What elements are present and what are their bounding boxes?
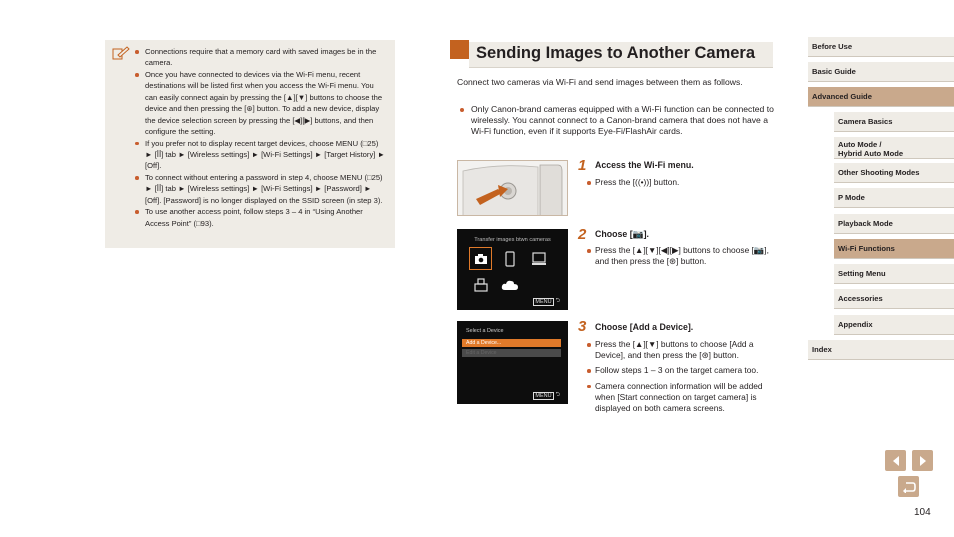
step-3-body (587, 339, 772, 418)
nav-auto-mode-line1: Auto Mode / (838, 140, 882, 149)
return-button[interactable] (898, 476, 919, 497)
camera-illustration (458, 161, 568, 216)
compat-note: Only Canon-brand cameras equipped with a Wi-Fi function can be connected to wirelessly. You cannot connect to a Canon-brand camera that does not have a Wi-Fi function, even if it supports Eye-Fi/FlashAir cards. (457, 104, 777, 138)
screen-header: Select a Device (466, 328, 504, 334)
menu-label: MENU (535, 298, 552, 305)
edit-device-row: Edit a Device (462, 349, 561, 357)
computer-icon (527, 247, 550, 270)
step-2-item: Press the [▲][▼][◀][▶] buttons to choose [📷], and then press the [⊛] button. (587, 245, 772, 267)
nav-wifi-functions[interactable]: Wi-Fi Functions (834, 239, 954, 259)
camera-wifi-button-image (457, 160, 568, 216)
smartphone-icon (498, 247, 521, 270)
screen-header: Transfer images btwn cameras (474, 237, 551, 243)
menu-back-indicator (533, 297, 560, 306)
intro-text: Connect two cameras via Wi-Fi and send images between them as follows. (457, 77, 743, 87)
step-3-title: Choose [Add a Device]. (595, 322, 694, 332)
camera-screen-select-device (457, 321, 568, 404)
nav-other-shooting-modes[interactable]: Other Shooting Modes (834, 163, 954, 183)
step-2-title: Choose [📷]. (595, 229, 649, 239)
nav-playback-mode[interactable]: Playback Mode (834, 214, 954, 234)
nav-auto-mode-line2: Hybrid Auto Mode (838, 149, 904, 158)
nav-index[interactable]: Index (808, 340, 954, 360)
printer-icon (469, 273, 492, 296)
nav-accessories[interactable]: Accessories (834, 289, 954, 309)
notes-panel (105, 40, 395, 248)
step-2-number: 2 (578, 226, 587, 243)
camera-screen-transfer (457, 229, 568, 310)
step-1-item: Press the [((•))] button. (587, 177, 772, 188)
step-3-item: Follow steps 1 – 3 on the target camera too. (587, 365, 772, 376)
arrow-right-icon (918, 455, 928, 467)
nav-camera-basics[interactable]: Camera Basics (834, 112, 954, 132)
nav-auto-mode[interactable] (834, 137, 954, 159)
step-3-item: Press the [▲][▼] buttons to choose [Add a Device], and then press the [⊛] button. (587, 339, 772, 361)
title-accent (450, 40, 469, 59)
return-icon: ⮌ (555, 298, 560, 304)
cloud-icon (498, 273, 521, 296)
nav-p-mode[interactable]: P Mode (834, 188, 954, 208)
previous-page-button[interactable] (885, 450, 906, 471)
note-item: To connect without entering a password in step 4, choose MENU (□25) ► [ꟾꟾ] tab ► [Wireless settings] ► [Wi-Fi Settings] ► [Password] ► [Off]. [Password] is no longer displayed on the SSID screen (in step 3). (135, 172, 387, 206)
note-item: If you prefer not to display recent target devices, choose MENU (□25) ► [ꟾꟾ] tab ► [Wireless settings] ► [Wi-Fi Settings] ► [Target History] ► [Off]. (135, 138, 387, 172)
arrow-left-icon (891, 455, 901, 467)
menu-back-indicator (533, 391, 560, 400)
return-arrow-icon (902, 481, 916, 493)
menu-label: MENU (535, 392, 552, 399)
nav-basic-guide[interactable]: Basic Guide (808, 62, 954, 82)
note-item: Once you have connected to devices via the Wi-Fi menu, recent destinations will be listed first when you access the Wi-Fi menu. You can easily connect again by pressing the [▲][▼] buttons to choose the device and then pressing the [⊛] button. To add a new device, display the device selection screen by pressing the [◀][▶] buttons, and then configure the setting. (135, 69, 387, 137)
nav-setting-menu[interactable]: Setting Menu (834, 264, 954, 284)
screen-icons-row-2 (469, 273, 559, 296)
page-number: 104 (914, 507, 931, 518)
nav-appendix[interactable]: Appendix (834, 315, 954, 335)
nav-before-use[interactable]: Before Use (808, 37, 954, 57)
note-item: Connections require that a memory card with saved images be in the camera. (135, 46, 387, 69)
step-2-body (587, 245, 772, 271)
camera-icon (469, 247, 492, 270)
next-page-button[interactable] (912, 450, 933, 471)
add-device-row: Add a Device... (462, 339, 561, 347)
step-1-number: 1 (578, 157, 587, 174)
step-1-title: Access the Wi-Fi menu. (595, 160, 694, 170)
screen-icons-row (469, 247, 559, 270)
step-1-body (587, 177, 772, 192)
note-item: To use another access point, follow steps 3 – 4 in “Using Another Access Point” (□93). (135, 206, 387, 229)
step-3-number: 3 (578, 318, 587, 335)
pencil-icon (112, 46, 130, 60)
nav-advanced-guide[interactable]: Advanced Guide (808, 87, 954, 107)
step-3-item: Camera connection information will be added when [Start connection on target camera] is displayed on both camera screens. (587, 381, 772, 415)
return-icon: ⮌ (555, 392, 560, 398)
page-title: Sending Images to Another Camera (476, 44, 756, 62)
